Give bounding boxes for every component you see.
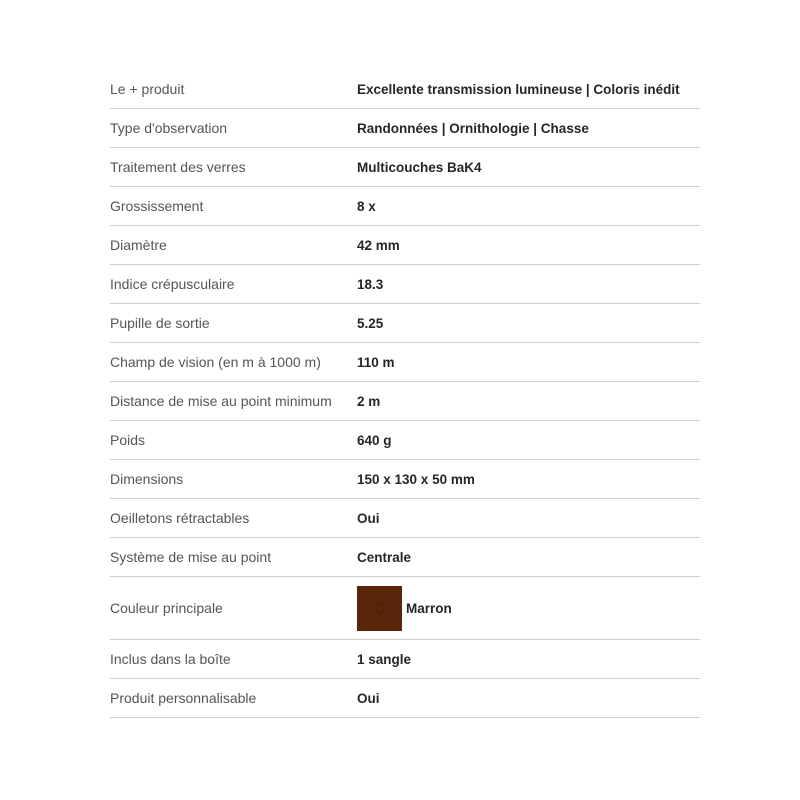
spec-value: Randonnées | Ornithologie | Chasse	[357, 120, 589, 136]
spec-value: 150 x 130 x 50 mm	[357, 471, 475, 487]
spec-value: 1 sangle	[357, 651, 412, 667]
spec-row-highlight	[110, 70, 700, 109]
spec-label: Champ de vision (en m à 1000 m)	[110, 354, 321, 370]
spec-value: Oui	[357, 690, 380, 706]
color-name: Marron	[406, 600, 452, 616]
spec-label: Dimensions	[110, 471, 184, 487]
spec-value: 640 g	[357, 432, 392, 448]
spec-row-diameter	[110, 226, 700, 265]
selected-dot-icon	[375, 603, 385, 613]
spec-label: Poids	[110, 432, 146, 448]
spec-label: Grossissement	[110, 198, 204, 214]
spec-label: Pupille de sortie	[110, 315, 210, 331]
spec-label: Couleur principale	[110, 600, 223, 616]
spec-row-magnification	[110, 187, 700, 226]
spec-label: Inclus dans la boîte	[110, 651, 231, 667]
spec-row-dimensions	[110, 460, 700, 499]
spec-row-weight	[110, 421, 700, 460]
spec-label: Traitement des verres	[110, 159, 246, 175]
spec-row-twilight-index	[110, 265, 700, 304]
spec-label: Distance de mise au point minimum	[110, 393, 332, 409]
spec-row-main-color	[110, 577, 700, 640]
spec-label: Le + produit	[110, 81, 185, 97]
spec-value: Centrale	[357, 549, 412, 565]
spec-label: Oeilletons rétractables	[110, 510, 250, 526]
spec-value: Oui	[357, 510, 380, 526]
spec-row-retractable-eyecups	[110, 499, 700, 538]
spec-value: 8 x	[357, 198, 376, 214]
spec-row-observation-type	[110, 109, 700, 148]
spec-value: Excellente transmission lumineuse | Coloris inédit	[357, 81, 680, 97]
spec-row-min-focus-distance	[110, 382, 700, 421]
color-option[interactable]	[357, 586, 700, 631]
spec-row-exit-pupil	[110, 304, 700, 343]
spec-value: 5.25	[357, 315, 384, 331]
spec-row-focus-system	[110, 538, 700, 577]
spec-label: Indice crépusculaire	[110, 276, 235, 292]
spec-label: Système de mise au point	[110, 549, 272, 565]
spec-row-customizable	[110, 679, 700, 718]
spec-value: Multicouches BaK4	[357, 159, 482, 175]
spec-row-lens-coating	[110, 148, 700, 187]
spec-label: Type d'observation	[110, 120, 228, 136]
spec-value: 42 mm	[357, 237, 400, 253]
color-swatch[interactable]	[357, 586, 402, 631]
spec-row-box-contents	[110, 640, 700, 679]
spec-value: 110 m	[357, 354, 395, 370]
spec-value: 2 m	[357, 393, 381, 409]
spec-value: 18.3	[357, 276, 384, 292]
product-spec-table	[110, 70, 700, 718]
spec-label: Produit personnalisable	[110, 690, 257, 706]
spec-label: Diamètre	[110, 237, 167, 253]
spec-row-field-of-view	[110, 343, 700, 382]
spec-value-color	[357, 577, 700, 640]
